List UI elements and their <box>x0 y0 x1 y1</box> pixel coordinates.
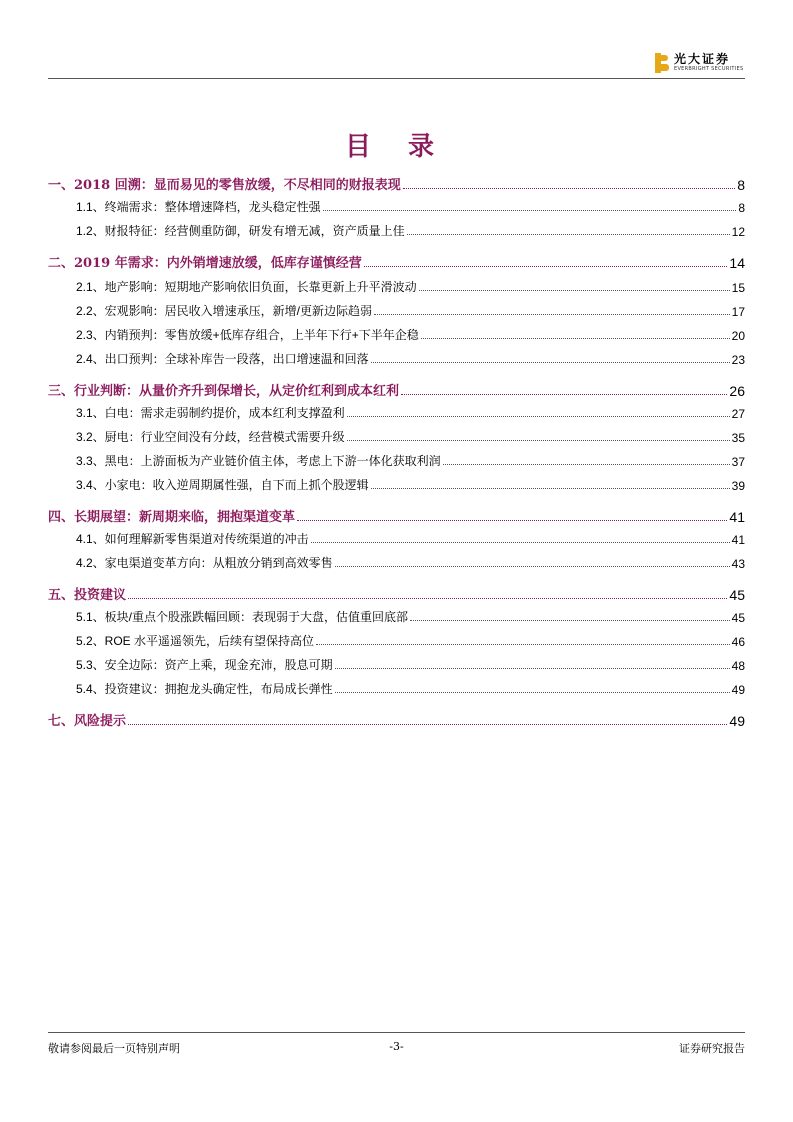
toc-leader-dots <box>419 289 730 291</box>
toc-leader-dots <box>443 463 730 465</box>
toc-leader-dots <box>403 187 735 189</box>
logo-icon <box>655 53 669 73</box>
toc-entry-page: 45 <box>729 587 745 603</box>
toc-entry-page: 46 <box>731 635 745 649</box>
toc-leader-dots <box>371 361 730 363</box>
toc-entry-label: 三、行业判断：从量价齐升到保增长，从定价红利到成本红利 <box>48 384 400 399</box>
toc-entry-label: 2.3、内销预判：零售放缓+低库存组合，上半年下行+下半年企稳 <box>76 328 419 342</box>
toc-section-entry[interactable] <box>48 476 745 493</box>
page-number: -3- <box>389 1040 404 1053</box>
toc-section-entry[interactable] <box>48 656 745 673</box>
toc-leader-dots <box>421 337 730 339</box>
brand-logo <box>655 52 743 73</box>
toc-leader-dots <box>347 415 730 417</box>
toc-chapter-entry[interactable] <box>48 506 745 525</box>
toc-entry-page: 43 <box>731 557 745 571</box>
toc-section-entry[interactable] <box>48 530 745 547</box>
toc-entry-page: 14 <box>729 255 745 271</box>
toc-leader-dots <box>316 643 730 645</box>
toc-entry-page: 35 <box>731 431 745 445</box>
toc-section-entry[interactable] <box>48 632 745 649</box>
page-title: 目 录 <box>344 132 449 162</box>
toc-entry-label: 3.2、厨电：行业空间没有分歧，经营模式需要升级 <box>76 430 345 444</box>
toc-entry-label: 4.2、家电渠道变革方向：从粗放分销到高效零售 <box>76 556 333 570</box>
toc-entry-label: 5.4、投资建议：拥抱龙头确定性，布局成长弹性 <box>76 682 333 696</box>
toc-entry-label: 4.1、如何理解新零售渠道对传统渠道的冲击 <box>76 532 309 546</box>
toc-section-entry[interactable] <box>48 428 745 445</box>
footer-disclaimer: 敬请参阅最后一页特别声明 <box>48 1042 180 1055</box>
toc-chapter-entry[interactable] <box>48 174 745 193</box>
toc-entry-page: 8 <box>737 177 745 193</box>
toc-leader-dots <box>323 209 737 211</box>
toc-leader-dots <box>128 723 727 725</box>
toc-chapter-entry[interactable] <box>48 380 745 399</box>
toc-entry-label: 5.3、安全边际：资产上乘，现金充沛，股息可期 <box>76 658 333 672</box>
toc-entry-label: 5.2、ROE 水平遥遥领先，后续有望保持高位 <box>76 634 315 648</box>
toc-entry-label: 5.1、板块/重点个股涨跌幅回顾：表现弱于大盘，估值重回底部 <box>76 610 409 624</box>
toc-chapter-entry[interactable] <box>48 710 745 729</box>
footer-divider <box>48 1032 745 1033</box>
toc-section-entry[interactable] <box>48 680 745 697</box>
toc-section-entry[interactable] <box>48 302 745 319</box>
toc-section-entry[interactable] <box>48 404 745 421</box>
toc-leader-dots <box>374 313 730 315</box>
toc-section-entry[interactable] <box>48 222 745 239</box>
toc-leader-dots <box>407 233 730 235</box>
toc-entry-label: 五、投资建议 <box>48 588 127 603</box>
toc-entry-page: 49 <box>731 683 745 697</box>
toc-entry-label: 2.4、出口预判：全球补库告一段落，出口增速温和回落 <box>76 352 369 366</box>
toc-entry-label: 二、2019 年需求：内外销增速放缓，低库存谨慎经营 <box>48 256 362 271</box>
toc-entry-page: 27 <box>731 407 745 421</box>
toc-entry-page: 37 <box>731 455 745 469</box>
toc-section-entry[interactable] <box>48 198 745 215</box>
toc-leader-dots <box>297 519 727 521</box>
logo-chinese-name: 光大证券 <box>674 52 731 66</box>
toc-entry-label: 2.1、地产影响：短期地产影响依旧负面，长靠更新上升平滑波动 <box>76 280 417 294</box>
toc-entry-label: 四、长期展望：新周期来临，拥抱渠道变革 <box>48 510 296 525</box>
toc-leader-dots <box>364 265 728 267</box>
toc-entry-page: 48 <box>731 659 745 673</box>
toc-leader-dots <box>335 691 730 693</box>
toc-section-entry[interactable] <box>48 278 745 295</box>
toc-entry-label: 1.1、终端需求：整体增速降档，龙头稳定性强 <box>76 200 321 214</box>
toc-entry-label: 七、风险提示 <box>48 714 127 729</box>
toc-entry-label: 2.2、宏观影响：居民收入增速承压，新增/更新边际趋弱 <box>76 304 373 318</box>
toc-leader-dots <box>311 541 730 543</box>
toc-leader-dots <box>347 439 730 441</box>
toc-entry-label: 3.3、黑电：上游面板为产业链价值主体，考虑上下游一体化获取利润 <box>76 454 441 468</box>
footer-report-type: 证券研究报告 <box>679 1042 745 1055</box>
toc-section-entry[interactable] <box>48 452 745 469</box>
toc-entry-page: 41 <box>729 509 745 525</box>
toc-leader-dots <box>335 667 730 669</box>
toc-entry-page: 17 <box>731 305 745 319</box>
toc-section-entry[interactable] <box>48 608 745 625</box>
toc-leader-dots <box>401 393 727 395</box>
toc-entry-page: 26 <box>729 383 745 399</box>
toc-entry-page: 8 <box>738 201 745 215</box>
toc-section-entry[interactable] <box>48 554 745 571</box>
toc-entry-label: 1.2、财报特征：经营侧重防御，研发有增无减，资产质量上佳 <box>76 224 405 238</box>
toc-chapter-entry[interactable] <box>48 252 745 271</box>
toc-leader-dots <box>410 619 730 621</box>
toc-entry-page: 23 <box>731 353 745 367</box>
logo-english-name: EVERBRIGHT SECURITIES <box>674 66 744 72</box>
toc-entry-page: 12 <box>731 225 745 239</box>
toc-entry-page: 49 <box>729 713 745 729</box>
toc-entry-page: 45 <box>731 611 745 625</box>
toc-leader-dots <box>335 565 730 567</box>
toc-section-entry[interactable] <box>48 350 745 367</box>
toc-section-entry[interactable] <box>48 326 745 343</box>
header-divider <box>48 78 745 79</box>
toc-entry-page: 20 <box>731 329 745 343</box>
toc-entry-page: 39 <box>731 479 745 493</box>
toc-entry-label: 一、2018 回溯：显而易见的零售放缓，不尽相同的财报表现 <box>48 178 401 193</box>
toc-chapter-entry[interactable] <box>48 584 745 603</box>
toc-leader-dots <box>128 597 727 599</box>
toc-entry-label: 3.4、小家电：收入逆周期属性强，自下而上抓个股逻辑 <box>76 478 369 492</box>
toc-leader-dots <box>371 487 730 489</box>
toc-entry-label: 3.1、白电：需求走弱制约提价，成本红利支撑盈利 <box>76 406 345 420</box>
toc-entry-page: 15 <box>731 281 745 295</box>
toc-entry-page: 41 <box>731 533 745 547</box>
